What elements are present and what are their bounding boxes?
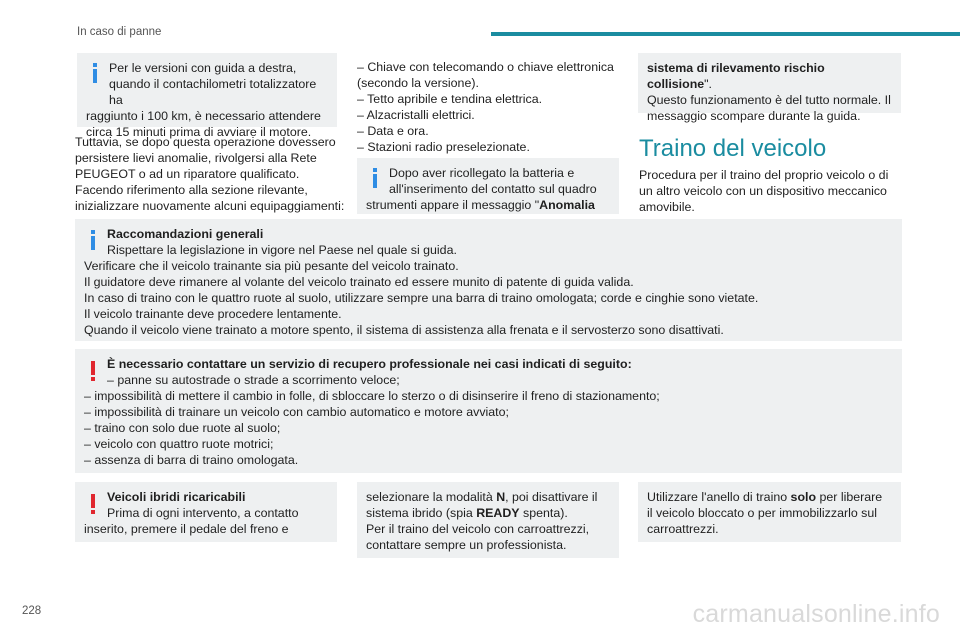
box-line: raggiunto i 100 km, è necessario attendere xyxy=(86,109,321,123)
battery-info-box xyxy=(357,158,619,214)
box-line: contattare sempre un professionista. xyxy=(366,538,567,552)
para-line: Procedura per il traino del proprio veicolo o di xyxy=(639,168,889,182)
warning-icon xyxy=(87,494,99,514)
box-line: – assenza di barra di traino omologata. xyxy=(84,453,299,467)
para-line: amovibile. xyxy=(639,200,695,214)
professional-warning-box xyxy=(75,349,902,473)
para-line: Tuttavia, se dopo questa operazione dovessero xyxy=(75,135,336,149)
list-item: – Tetto apribile e tendina elettrica. xyxy=(357,92,543,106)
para-line: persistere lievi anomalie, rivolgersi alla Rete xyxy=(75,151,317,165)
list-item: (secondo la versione). xyxy=(357,76,479,90)
towing-intro xyxy=(639,167,909,215)
box-heading: È necessario contattare un servizio di recupero professionale nei casi indicati di seguito: xyxy=(107,357,632,371)
reset-paragraph xyxy=(75,134,345,214)
box-line: Verificare che il veicolo trainante sia più pesante del veicolo trainato. xyxy=(84,259,459,273)
box-line: Il veicolo trainante deve procedere lentamente. xyxy=(84,307,342,321)
info-icon xyxy=(369,168,381,188)
box-line: Utilizzare l'anello di traino solo per liberare xyxy=(647,490,883,504)
box-bold: Anomalia xyxy=(539,198,595,212)
box-line: – impossibilità di mettere il cambio in folle, di sbloccare lo sterzo o di disinserire il freno di stazionamento; xyxy=(84,389,660,403)
info-icon xyxy=(87,230,99,250)
box-bold: sistema di rilevamento rischio collisione xyxy=(647,61,825,91)
box-line: In caso di traino con le quattro ruote al suolo, utilizzare sempre una barra di traino omologata; corde e cinghie sono vietate. xyxy=(84,291,759,305)
box-line: strumenti appare il messaggio "Anomalia xyxy=(366,198,595,212)
box-line: – impossibilità di trainare un veicolo con cambio automatico e motore avviato; xyxy=(84,405,509,419)
box-line: all'inserimento del contatto sul quadro xyxy=(389,182,597,196)
hybrid-warning-box xyxy=(75,482,337,542)
box-line: il veicolo bloccato o per immobilizzarlo sul xyxy=(647,506,878,520)
para-line: Facendo riferimento alla sezione rilevante, xyxy=(75,183,308,197)
box-line: Per le versioni con guida a destra, xyxy=(109,61,297,75)
box-line: sistema ibrido (spia READY spenta). xyxy=(366,506,568,520)
para-line: un altro veicolo con un dispositivo meccanico xyxy=(639,184,887,198)
box-line: Il guidatore deve rimanere al volante del veicolo trainato ed essere munito di patente di guida valida. xyxy=(84,275,634,289)
box-line: – veicolo con quattro ruote motrici; xyxy=(84,437,274,451)
collision-info-box xyxy=(638,53,901,123)
box-line: quando il contachilometri totalizzatore ha xyxy=(109,77,317,107)
rhd-info-box xyxy=(77,53,337,139)
running-header: In caso di panne xyxy=(77,26,162,38)
box-line: sistema di rilevamento rischio collisione". xyxy=(647,61,825,91)
section-title: Traino del veicolo xyxy=(639,135,827,162)
list-item: – Chiave con telecomando o chiave elettronica xyxy=(357,60,614,74)
box-line: selezionare la modalità N, poi disattivare il xyxy=(366,490,598,504)
list-item: – Data e ora. xyxy=(357,124,429,138)
box-line: Rispettare la legislazione in vigore nel Paese nel quale si guida. xyxy=(107,243,457,257)
hybrid-warning-box-end xyxy=(638,482,901,542)
box-line: – traino con solo due ruote al suolo; xyxy=(84,421,281,435)
box-line: – panne su autostrade o strade a scorrimento veloce; xyxy=(107,373,400,387)
box-line: messaggio scompare durante la guida. xyxy=(647,109,861,123)
reinit-list xyxy=(357,59,627,155)
watermark: carmanualsonline.info xyxy=(692,600,940,628)
box-line: Prima di ogni intervento, a contatto xyxy=(107,506,299,520)
recommendations-box xyxy=(75,219,902,341)
info-icon xyxy=(89,63,101,83)
box-heading: Veicoli ibridi ricaricabili xyxy=(107,490,246,504)
warning-icon xyxy=(87,361,99,381)
box-heading: Raccomandazioni generali xyxy=(107,227,264,241)
box-line: Quando il veicolo viene trainato a motore spento, il sistema di assistenza alla frenata e il servosterzo sono disattivati. xyxy=(84,323,724,337)
box-line: inserito, premere il pedale del freno e xyxy=(84,522,289,536)
box-line: carroattrezzi. xyxy=(647,522,719,536)
list-item: – Alzacristalli elettrici. xyxy=(357,108,475,122)
header-accent-bar xyxy=(491,32,960,36)
page-number: 228 xyxy=(22,605,42,617)
box-line: Dopo aver ricollegato la batteria e xyxy=(389,166,575,180)
box-line: Per il traino del veicolo con carroattrezzi, xyxy=(366,522,590,536)
box-line: circa 15 minuti prima di avviare il motore. xyxy=(86,125,312,139)
para-line: inizializzare nuovamente alcuni equipaggiamenti: xyxy=(75,199,345,213)
box-line: Questo funzionamento è del tutto normale. Il xyxy=(647,93,891,107)
hybrid-warning-box-cont xyxy=(357,482,619,558)
para-line: PEUGEOT o ad un riparatore qualificato. xyxy=(75,167,300,181)
list-item: – Stazioni radio preselezionate. xyxy=(357,140,530,154)
